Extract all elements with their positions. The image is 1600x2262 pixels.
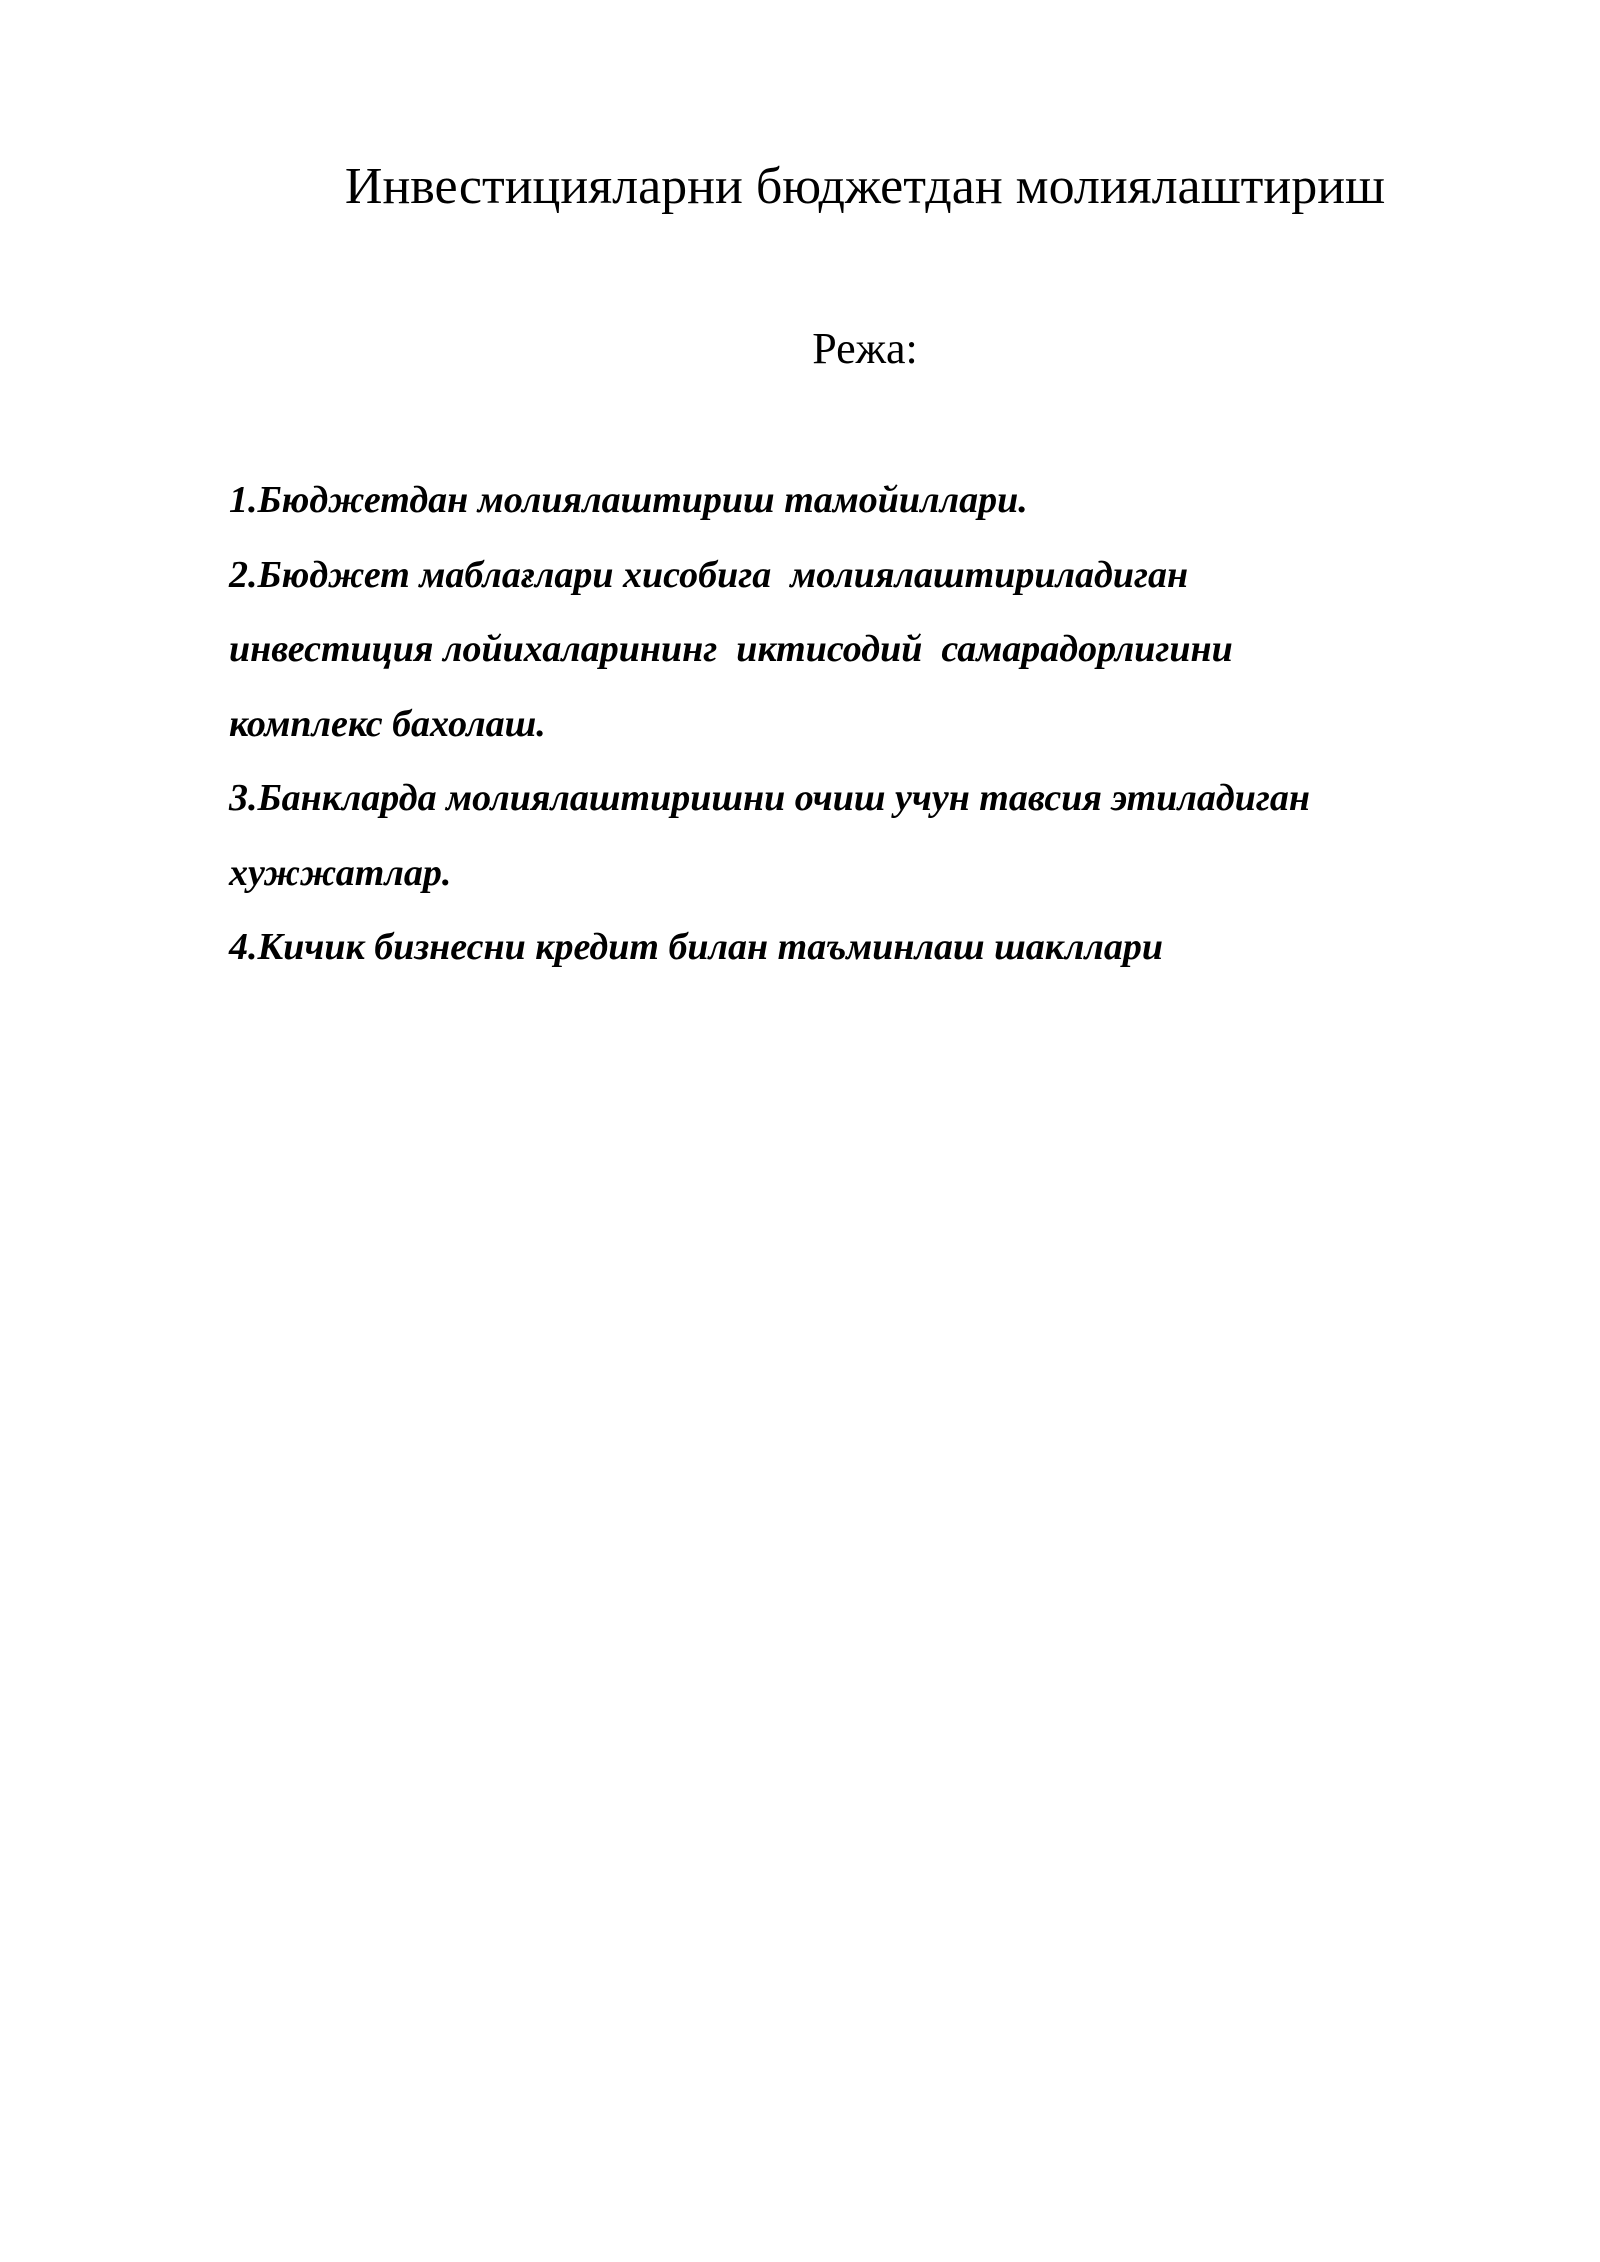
plan-item-4: 4.Кичик бизнесни кредит билан таъминлаш шакллари (229, 926, 1163, 968)
document-title: Инвестицияларни бюджетдан молиялаштириш (344, 158, 1386, 215)
plan-item-2: 2.Бюджет маблағлари хисобига молиялаштириладиган инвестиция лойихаларининг иктисодий самарадорлигини комплекс бахолаш. (229, 553, 1233, 745)
plan-item-3: 3.Банкларда молиялаштиришни очиш учун тавсия этиладиган хужжатлар. (229, 777, 1310, 894)
plan-heading: Режа: (812, 324, 918, 373)
plan-item-1: 1.Бюджетдан молиялаштириш тамойиллари. (229, 479, 1028, 521)
plan-list (229, 463, 1529, 985)
